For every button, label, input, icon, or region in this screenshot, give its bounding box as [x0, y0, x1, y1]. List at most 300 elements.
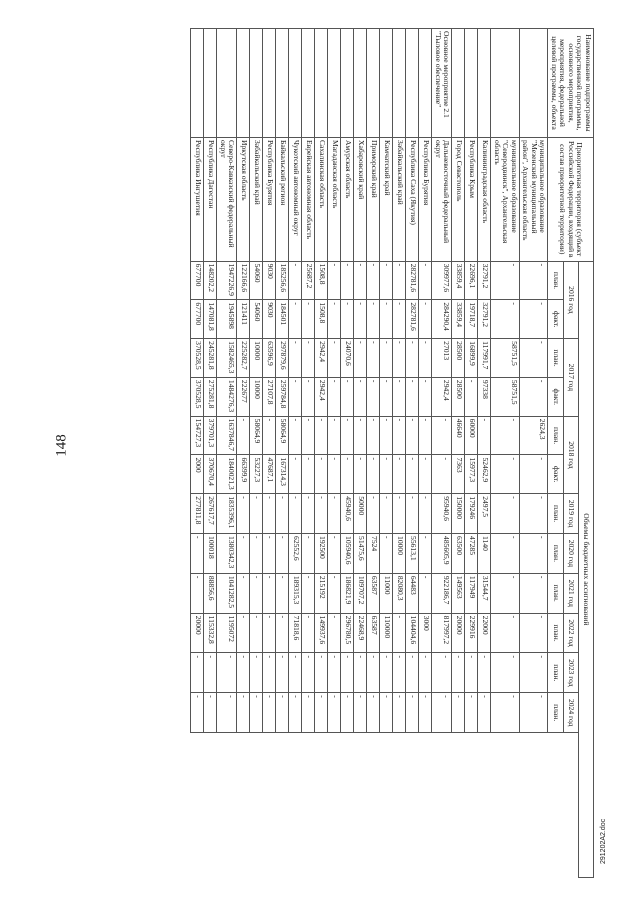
- territory-cell: Республика Ингушетия: [191, 137, 204, 261]
- value-cell: -: [367, 300, 380, 339]
- value-cell: 100018: [204, 534, 217, 574]
- header-plan: план.: [548, 261, 563, 300]
- header-plan: план.: [548, 613, 563, 653]
- value-cell: 282781,6: [406, 261, 419, 300]
- value-cell: -: [491, 261, 520, 300]
- value-cell: -: [478, 653, 491, 693]
- value-cell: 2624,3: [520, 416, 549, 455]
- value-cell: -: [491, 573, 520, 613]
- table-row: [491, 29, 520, 878]
- program-cell: [191, 29, 204, 138]
- value-cell: 282781,6: [406, 300, 419, 339]
- value-cell: 54060: [250, 261, 263, 300]
- value-cell: 47687,1: [263, 455, 276, 494]
- value-cell: -: [419, 494, 432, 534]
- header-program: Наименование подпрограммы государственной программы, основного мероприятия, мероприятия, федеральной целевой программы, объекта: [548, 29, 594, 138]
- table-row: [419, 29, 432, 878]
- value-cell: 1947226,9: [217, 261, 237, 300]
- value-cell: 11000: [380, 573, 393, 613]
- value-cell: 9030: [263, 300, 276, 339]
- value-cell: -: [237, 534, 250, 574]
- value-cell: -: [393, 339, 406, 378]
- table-row: [217, 29, 237, 878]
- value-cell: -: [302, 494, 315, 534]
- value-cell: -: [465, 653, 478, 693]
- value-cell: -: [250, 653, 263, 693]
- value-cell: -: [393, 494, 406, 534]
- value-cell: 817997,2: [432, 613, 452, 653]
- territory-cell: Амурская область: [341, 137, 354, 261]
- header-year: 2021 год: [563, 573, 578, 613]
- value-cell: 20000: [191, 613, 204, 653]
- value-cell: -: [452, 693, 465, 733]
- territory-cell: Забайкальский край: [250, 137, 263, 261]
- value-cell: -: [328, 534, 341, 574]
- value-cell: -: [491, 653, 520, 693]
- value-cell: -: [520, 494, 549, 534]
- value-cell: 185256,6: [276, 261, 289, 300]
- value-cell: -: [354, 693, 367, 733]
- value-cell: 33859,4: [452, 261, 465, 300]
- value-cell: 167314,3: [276, 455, 289, 494]
- value-cell: -: [191, 653, 204, 693]
- value-cell: -: [328, 300, 341, 339]
- value-cell: 229916: [465, 613, 478, 653]
- table-row: [393, 29, 406, 878]
- value-cell: 1041282,5: [217, 573, 237, 613]
- value-cell: -: [491, 693, 520, 733]
- program-cell: [289, 29, 302, 138]
- value-cell: -: [302, 416, 315, 455]
- value-cell: 15977,3: [465, 455, 478, 494]
- value-cell: 110000: [380, 613, 393, 653]
- table-row: [191, 29, 204, 878]
- value-cell: -: [380, 300, 393, 339]
- value-cell: -: [380, 339, 393, 378]
- value-cell: 277811,8: [191, 494, 204, 534]
- table-row: [263, 29, 276, 878]
- value-cell: -: [432, 693, 452, 733]
- value-cell: -: [491, 416, 520, 455]
- table-row: [354, 29, 367, 878]
- value-cell: -: [328, 693, 341, 733]
- value-cell: 309977,6: [432, 261, 452, 300]
- value-cell: -: [393, 377, 406, 416]
- value-cell: 27107,8: [263, 377, 276, 416]
- value-cell: 46640: [452, 416, 465, 455]
- value-cell: 192500: [315, 534, 328, 574]
- value-cell: -: [328, 573, 341, 613]
- value-cell: 149563: [452, 573, 465, 613]
- territory-cell: Чукотский автономный округ: [289, 137, 302, 261]
- value-cell: -: [380, 653, 393, 693]
- value-cell: -: [432, 416, 452, 455]
- value-cell: 297879,6: [276, 339, 289, 378]
- value-cell: -: [520, 534, 549, 574]
- value-cell: 28500: [452, 377, 465, 416]
- value-cell: 284290,4: [432, 300, 452, 339]
- value-cell: 1508,8: [315, 300, 328, 339]
- value-cell: -: [393, 300, 406, 339]
- value-cell: 63500: [452, 534, 465, 574]
- value-cell: 53227,3: [250, 455, 263, 494]
- value-cell: 117949: [465, 573, 478, 613]
- header-plan: план.: [548, 416, 563, 455]
- program-cell: [217, 29, 237, 138]
- program-cell: [520, 29, 549, 138]
- value-cell: 677700: [191, 261, 204, 300]
- value-cell: 51475,6: [354, 534, 367, 574]
- value-cell: 20000: [452, 613, 465, 653]
- value-cell: 22696,1: [465, 261, 478, 300]
- value-cell: -: [367, 494, 380, 534]
- table-row: [204, 29, 217, 878]
- value-cell: 2942,4: [315, 339, 328, 378]
- value-cell: -: [302, 613, 315, 653]
- territory-cell: Камчатский край: [380, 137, 393, 261]
- value-cell: -: [380, 693, 393, 733]
- value-cell: -: [419, 653, 432, 693]
- value-cell: -: [406, 693, 419, 733]
- value-cell: -: [432, 653, 452, 693]
- territory-cell: Дальневосточный федеральный округ: [432, 137, 452, 261]
- value-cell: -: [354, 377, 367, 416]
- table-row: [520, 29, 549, 878]
- value-cell: -: [393, 693, 406, 733]
- table-row: [465, 29, 478, 878]
- value-cell: -: [217, 653, 237, 693]
- table-row: [250, 29, 263, 878]
- territory-cell: Калининградская область: [478, 137, 491, 261]
- program-cell: [465, 29, 478, 138]
- value-cell: -: [465, 377, 478, 416]
- value-cell: -: [263, 494, 276, 534]
- value-cell: 267617,7: [204, 494, 217, 534]
- header-plan: план.: [548, 339, 563, 378]
- program-cell: Основное мероприятие 2.1 "Тыловое обеспечение": [432, 29, 452, 138]
- value-cell: -: [315, 693, 328, 733]
- document-filename: 291202A2.doc: [600, 818, 607, 864]
- value-cell: 104404,6: [406, 613, 419, 653]
- value-cell: -: [354, 455, 367, 494]
- value-cell: 117991,7: [478, 339, 491, 378]
- value-cell: 121411: [237, 300, 250, 339]
- territory-cell: Хабаровский край: [354, 137, 367, 261]
- territory-cell: Забайкальский край: [393, 137, 406, 261]
- value-cell: -: [367, 339, 380, 378]
- program-cell: [367, 29, 380, 138]
- program-cell: [237, 29, 250, 138]
- table-row: [380, 29, 393, 878]
- value-cell: -: [419, 300, 432, 339]
- value-cell: 148202,2: [204, 261, 217, 300]
- value-cell: -: [341, 261, 354, 300]
- value-cell: -: [263, 534, 276, 574]
- value-cell: -: [341, 653, 354, 693]
- value-cell: -: [302, 573, 315, 613]
- header-fact: факт.: [548, 455, 563, 494]
- value-cell: 3000: [419, 613, 432, 653]
- value-cell: -: [341, 300, 354, 339]
- value-cell: 82080,3: [393, 573, 406, 613]
- value-cell: 1140: [478, 534, 491, 574]
- value-cell: -: [328, 613, 341, 653]
- value-cell: -: [478, 693, 491, 733]
- value-cell: -: [354, 261, 367, 300]
- budget-table: [191, 28, 595, 878]
- territory-cell: Еврейская автономная область: [302, 137, 315, 261]
- territory-cell: муниципальное образование "Северодвинск", Архангельская область: [491, 137, 520, 261]
- value-cell: 1582465,3: [217, 339, 237, 378]
- value-cell: 27013: [432, 339, 452, 378]
- value-cell: -: [328, 377, 341, 416]
- value-cell: -: [276, 653, 289, 693]
- value-cell: 50000: [354, 494, 367, 534]
- value-cell: 60000: [465, 416, 478, 455]
- value-cell: -: [406, 455, 419, 494]
- value-cell: 1945898: [217, 300, 237, 339]
- value-cell: -: [354, 416, 367, 455]
- value-cell: 922186,7: [432, 573, 452, 613]
- value-cell: -: [289, 300, 302, 339]
- value-cell: 370528,5: [191, 377, 204, 416]
- value-cell: -: [237, 613, 250, 653]
- value-cell: -: [393, 416, 406, 455]
- value-cell: -: [393, 613, 406, 653]
- table-row: [237, 29, 250, 878]
- value-cell: -: [419, 377, 432, 416]
- value-cell: 2497,5: [478, 494, 491, 534]
- value-cell: 1637846,7: [217, 416, 237, 455]
- value-cell: -: [289, 261, 302, 300]
- program-cell: [419, 29, 432, 138]
- table-row: [478, 29, 491, 878]
- value-cell: -: [217, 693, 237, 733]
- value-cell: 186821,9: [341, 573, 354, 613]
- value-cell: -: [380, 494, 393, 534]
- value-cell: 58064,9: [250, 416, 263, 455]
- value-cell: 58064,9: [276, 416, 289, 455]
- value-cell: -: [367, 377, 380, 416]
- value-cell: 63587: [367, 613, 380, 653]
- page-number: 148: [53, 434, 70, 457]
- value-cell: 2000: [191, 455, 204, 494]
- table-row: [341, 29, 354, 878]
- value-cell: 19718,7: [465, 300, 478, 339]
- value-cell: -: [393, 455, 406, 494]
- value-cell: 63596,9: [263, 339, 276, 378]
- value-cell: -: [263, 653, 276, 693]
- value-cell: -: [520, 653, 549, 693]
- value-cell: 677700: [191, 300, 204, 339]
- value-cell: 2942,4: [432, 377, 452, 416]
- value-cell: 10000: [250, 339, 263, 378]
- value-cell: -: [328, 339, 341, 378]
- value-cell: 47285: [465, 534, 478, 574]
- value-cell: 22468,9: [354, 613, 367, 653]
- header-year: 2022 год: [563, 613, 578, 653]
- value-cell: 154727,3: [191, 416, 204, 455]
- value-cell: -: [380, 455, 393, 494]
- header-year: 2017 год: [563, 339, 578, 417]
- program-cell: [204, 29, 217, 138]
- value-cell: 32791,2: [478, 300, 491, 339]
- value-cell: -: [315, 416, 328, 455]
- value-cell: -: [315, 653, 328, 693]
- rotated-table-container: [54, 28, 594, 878]
- table-row: [315, 29, 328, 878]
- program-cell: [263, 29, 276, 138]
- value-cell: 88856,6: [204, 573, 217, 613]
- territory-cell: Байкальский регион: [276, 137, 289, 261]
- value-cell: -: [478, 416, 491, 455]
- header-year: 2024 год: [563, 693, 578, 733]
- territory-cell: Город Севастополь: [452, 137, 465, 261]
- value-cell: 7524: [367, 534, 380, 574]
- value-cell: 147081,8: [204, 300, 217, 339]
- value-cell: 1840021,3: [217, 455, 237, 494]
- value-cell: 9030: [263, 261, 276, 300]
- value-cell: -: [276, 494, 289, 534]
- value-cell: -: [276, 534, 289, 574]
- header-plan: план.: [548, 494, 563, 534]
- value-cell: -: [302, 693, 315, 733]
- value-cell: -: [520, 693, 549, 733]
- value-cell: -: [393, 261, 406, 300]
- value-cell: -: [237, 573, 250, 613]
- value-cell: -: [302, 339, 315, 378]
- territory-cell: Приморский край: [367, 137, 380, 261]
- value-cell: 7363: [452, 455, 465, 494]
- value-cell: -: [419, 339, 432, 378]
- value-cell: 52462,9: [478, 455, 491, 494]
- value-cell: 66399,9: [237, 455, 250, 494]
- value-cell: -: [302, 300, 315, 339]
- value-cell: -: [520, 377, 549, 416]
- header-fact: факт.: [548, 300, 563, 339]
- value-cell: 259784,8: [276, 377, 289, 416]
- table-row: [328, 29, 341, 878]
- table-row: [276, 29, 289, 878]
- value-cell: -: [380, 261, 393, 300]
- header-year: 2023 год: [563, 653, 578, 693]
- value-cell: -: [419, 416, 432, 455]
- value-cell: -: [204, 653, 217, 693]
- program-cell: [478, 29, 491, 138]
- value-cell: -: [367, 455, 380, 494]
- value-cell: -: [367, 693, 380, 733]
- value-cell: -: [191, 573, 204, 613]
- value-cell: -: [289, 377, 302, 416]
- value-cell: -: [237, 416, 250, 455]
- territory-cell: Северо-Кавказский федеральный округ: [217, 137, 237, 261]
- territory-cell: Республика Саха (Якутия): [406, 137, 419, 261]
- value-cell: -: [393, 653, 406, 693]
- value-cell: 10000: [393, 534, 406, 574]
- value-cell: -: [289, 339, 302, 378]
- value-cell: -: [302, 653, 315, 693]
- value-cell: 58751,5: [491, 339, 520, 378]
- value-cell: -: [315, 455, 328, 494]
- value-cell: 1508,8: [315, 261, 328, 300]
- header-plan: план.: [548, 534, 563, 574]
- value-cell: 1380342,3: [217, 534, 237, 574]
- value-cell: 58751,5: [491, 377, 520, 416]
- value-cell: 64483: [406, 573, 419, 613]
- value-cell: -: [250, 613, 263, 653]
- value-cell: 115332,8: [204, 613, 217, 653]
- header-territory: Приоритетная территория (субъект Российской Федерации, входящий в состав приоритетной территории): [548, 137, 594, 261]
- program-cell: [380, 29, 393, 138]
- value-cell: -: [367, 653, 380, 693]
- value-cell: 222677: [237, 377, 250, 416]
- territory-cell: Иркутская область: [237, 137, 250, 261]
- value-cell: -: [520, 455, 549, 494]
- value-cell: -: [250, 534, 263, 574]
- value-cell: -: [452, 653, 465, 693]
- program-cell: [354, 29, 367, 138]
- value-cell: -: [354, 339, 367, 378]
- value-cell: -: [419, 573, 432, 613]
- value-cell: 245281,8: [204, 339, 217, 378]
- program-cell: [452, 29, 465, 138]
- table-row: [406, 29, 419, 878]
- table-row: [367, 29, 380, 878]
- value-cell: -: [354, 300, 367, 339]
- value-cell: 149937,6: [315, 613, 328, 653]
- value-cell: -: [250, 573, 263, 613]
- program-cell: [406, 29, 419, 138]
- value-cell: 32791,2: [478, 261, 491, 300]
- program-cell: [491, 29, 520, 138]
- value-cell: 1195072: [217, 613, 237, 653]
- value-cell: 150000: [452, 494, 465, 534]
- value-cell: -: [419, 455, 432, 494]
- value-cell: 22000: [478, 613, 491, 653]
- territory-cell: Республика Крым: [465, 137, 478, 261]
- value-cell: -: [276, 573, 289, 613]
- value-cell: 109707,2: [354, 573, 367, 613]
- value-cell: 370670,4: [204, 455, 217, 494]
- value-cell: -: [237, 494, 250, 534]
- territory-cell: Республика Бурятия: [263, 137, 276, 261]
- value-cell: -: [263, 613, 276, 653]
- value-cell: -: [250, 494, 263, 534]
- header-plan: план.: [548, 693, 563, 733]
- program-cell: [302, 29, 315, 138]
- table-row: [432, 29, 452, 878]
- value-cell: -: [432, 455, 452, 494]
- value-cell: -: [380, 534, 393, 574]
- value-cell: -: [341, 455, 354, 494]
- value-cell: -: [289, 416, 302, 455]
- value-cell: 54060: [250, 300, 263, 339]
- value-cell: 62552,6: [289, 534, 302, 574]
- value-cell: -: [380, 377, 393, 416]
- value-cell: 16899,9: [465, 339, 478, 378]
- value-cell: -: [328, 653, 341, 693]
- value-cell: -: [263, 693, 276, 733]
- value-cell: 485605,9: [432, 534, 452, 574]
- value-cell: -: [328, 261, 341, 300]
- program-cell: [250, 29, 263, 138]
- value-cell: 2942,4: [315, 377, 328, 416]
- value-cell: 379701,3: [204, 416, 217, 455]
- value-cell: -: [191, 693, 204, 733]
- value-cell: 95940,6: [432, 494, 452, 534]
- value-cell: -: [276, 613, 289, 653]
- value-cell: 45940,6: [341, 494, 354, 534]
